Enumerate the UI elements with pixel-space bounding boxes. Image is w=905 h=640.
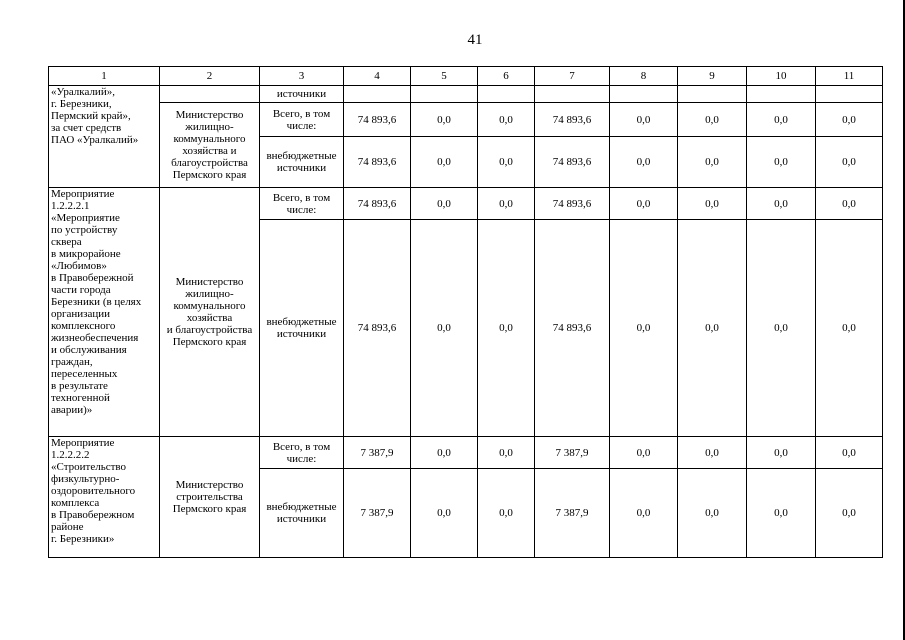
- column-number: 7: [535, 67, 610, 86]
- value-cell: 0,0: [816, 437, 883, 469]
- value-cell: 0,0: [747, 469, 816, 558]
- value-cell: [535, 86, 610, 103]
- table-row: [49, 437, 883, 469]
- table-row: [49, 103, 883, 137]
- value-cell: 0,0: [610, 437, 678, 469]
- value-cell: 7 387,9: [535, 437, 610, 469]
- value-cell: 0,0: [678, 188, 747, 220]
- column-number: 1: [49, 67, 160, 86]
- value-cell: 74 893,6: [344, 137, 411, 188]
- value-cell: 0,0: [610, 137, 678, 188]
- value-cell: 0,0: [678, 137, 747, 188]
- value-cell: 74 893,6: [344, 220, 411, 437]
- value-cell: 7 387,9: [344, 469, 411, 558]
- agency-cell: Министерство жилищно- коммунального хозяйства и благоустройства Пермского края: [160, 188, 260, 437]
- value-cell: 0,0: [816, 188, 883, 220]
- value-cell: 74 893,6: [344, 188, 411, 220]
- value-cell: 0,0: [478, 437, 535, 469]
- column-number: 10: [747, 67, 816, 86]
- page-number: 41: [467, 32, 483, 48]
- value-cell: [411, 86, 478, 103]
- measure-name-cell: «Уралкалий», г. Березники, Пермский край», за счет средств ПАО «Уралкалий»: [49, 86, 160, 188]
- agency-cell: Министерство строительства Пермского края: [160, 437, 260, 558]
- value-cell: 0,0: [816, 220, 883, 437]
- column-number: 9: [678, 67, 747, 86]
- source-cell: Всего, в том числе:: [260, 103, 344, 137]
- column-number: 2: [160, 67, 260, 86]
- value-cell: 0,0: [816, 469, 883, 558]
- source-cell: источники: [260, 86, 344, 103]
- value-cell: [678, 86, 747, 103]
- value-cell: 0,0: [411, 220, 478, 437]
- column-number: 6: [478, 67, 535, 86]
- value-cell: 0,0: [747, 188, 816, 220]
- source-cell: внебюджетные источники: [260, 137, 344, 188]
- value-cell: 0,0: [478, 103, 535, 137]
- value-cell: 0,0: [411, 188, 478, 220]
- value-cell: 0,0: [816, 103, 883, 137]
- measure-name-cell: Мероприятие 1.2.2.2.1 «Мероприятие по устройству сквера в микрорайоне «Любимов» в Правобережной части города Березники (в целях организации комплексного жизнеобеспечения и обслуживания граждан, переселенных в результате техногенной аварии)»: [49, 188, 160, 437]
- value-cell: 0,0: [478, 137, 535, 188]
- value-cell: 0,0: [411, 103, 478, 137]
- column-number: 3: [260, 67, 344, 86]
- value-cell: 0,0: [610, 469, 678, 558]
- agency-empty-cell: [160, 86, 260, 103]
- table-row: [49, 86, 883, 103]
- source-cell: Всего, в том числе:: [260, 437, 344, 469]
- column-number: 5: [411, 67, 478, 86]
- value-cell: 0,0: [610, 220, 678, 437]
- source-cell: внебюджетные источники: [260, 469, 344, 558]
- value-cell: 0,0: [610, 103, 678, 137]
- value-cell: 0,0: [478, 469, 535, 558]
- value-cell: [816, 86, 883, 103]
- value-cell: 74 893,6: [535, 188, 610, 220]
- agency-cell: Министерство жилищно- коммунального хозяйства и благоустройства Пермского края: [160, 103, 260, 188]
- value-cell: 0,0: [678, 103, 747, 137]
- value-cell: 0,0: [411, 137, 478, 188]
- value-cell: 0,0: [678, 220, 747, 437]
- value-cell: 7 387,9: [535, 469, 610, 558]
- budget-table: [48, 66, 883, 558]
- value-cell: [610, 86, 678, 103]
- table-row: [49, 188, 883, 220]
- value-cell: 0,0: [478, 220, 535, 437]
- value-cell: 0,0: [678, 437, 747, 469]
- value-cell: 74 893,6: [344, 103, 411, 137]
- value-cell: 0,0: [411, 437, 478, 469]
- value-cell: 74 893,6: [535, 137, 610, 188]
- value-cell: 0,0: [747, 437, 816, 469]
- source-cell: Всего, в том числе:: [260, 188, 344, 220]
- value-cell: 0,0: [478, 188, 535, 220]
- value-cell: 0,0: [678, 469, 747, 558]
- value-cell: 0,0: [747, 220, 816, 437]
- column-number-row: [49, 67, 883, 86]
- value-cell: 0,0: [747, 137, 816, 188]
- value-cell: [344, 86, 411, 103]
- column-number: 11: [816, 67, 883, 86]
- value-cell: 0,0: [816, 137, 883, 188]
- value-cell: 74 893,6: [535, 220, 610, 437]
- column-number: 8: [610, 67, 678, 86]
- column-number: 4: [344, 67, 411, 86]
- value-cell: 0,0: [411, 469, 478, 558]
- value-cell: [478, 86, 535, 103]
- source-cell: внебюджетные источники: [260, 220, 344, 437]
- value-cell: 0,0: [747, 103, 816, 137]
- measure-name-cell: Мероприятие 1.2.2.2.2 «Строительство физкультурно- оздоровительного комплекса в Правобережном районе г. Березники»: [49, 437, 160, 558]
- value-cell: 0,0: [610, 188, 678, 220]
- value-cell: [747, 86, 816, 103]
- value-cell: 7 387,9: [344, 437, 411, 469]
- value-cell: 74 893,6: [535, 103, 610, 137]
